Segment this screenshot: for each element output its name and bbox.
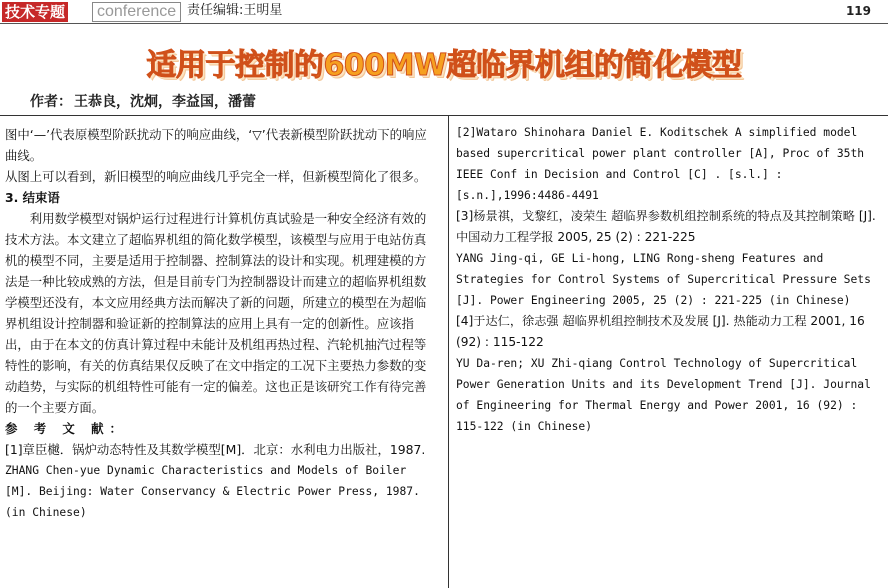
reference-3-en: YANG Jing-qi, GE Li-hong, LING Rong-sheng Features and Strategies for Control Systems of Supercritical Pressure Sets [J]. Power Engineering 2005, 25 (2) : 221-225 (in Chinese) bbox=[456, 252, 871, 307]
left-column bbox=[5, 124, 435, 523]
reference-4-cn: [4]于达仁，徐志强 超临界机组控制技术及发展 [J]. 热能动力工程 2001, 16 (92) : 115-122 bbox=[456, 314, 865, 349]
section-sublabel: conference bbox=[92, 2, 181, 22]
authors-names: 王恭良，沈炯，李益国，潘蕾 bbox=[74, 94, 256, 110]
figure-legend-paragraph: 图中‘—’代表原模型阶跃扰动下的响应曲线，‘▽’代表新模型阶跃扰动下的响应曲线。 bbox=[5, 127, 427, 163]
column-divider bbox=[448, 116, 449, 588]
author-line bbox=[30, 91, 256, 111]
editor-credit: 责任编辑:王明星 bbox=[187, 3, 283, 18]
reference-3-cn: [3]杨景祺，戈黎红，凌荣生 超临界参数机组控制系统的特点及其控制策略 [J]. 中国动力工程学报 2005, 25 (2) : 221-225 bbox=[456, 209, 876, 244]
section-heading: 3. 结束语 bbox=[5, 190, 60, 205]
section-label: 技术专题 bbox=[2, 2, 68, 22]
reference-1-cn: [1]章臣樾．锅炉动态特性及其数学模型[M]．北京：水利电力出版社，1987. bbox=[5, 442, 426, 457]
reference-1-en: ZHANG Chen-yue Dynamic Characteristics and Models of Boiler [M]. Beijing: Water Conservancy & Electric Power Press, 1987. (in Chinese) bbox=[5, 464, 420, 519]
body-divider bbox=[0, 115, 888, 116]
page-number: 119 bbox=[845, 4, 871, 18]
authors-label: 作者： bbox=[30, 94, 72, 110]
conclusion-paragraph: 利用数学模型对锅炉运行过程进行计算机仿真试验是一种安全经济有效的技术方法。本文建立了超临界机组的简化数学模型，该模型与应用于电站仿真机的模型不同，主要是适用于控制器、控制算法的设计和实现。机理建模的方法是一种比较成熟的方法，但是目前专门为控制器设计而建立的超临界机组数学模型还没有，本文应用经典方法而解决了新的问题，所建立的模型在为超临界机组设计控制器和验证新的控制算法的应用上具有一定的创新性。应该指出，由于在本文的仿真计算过程中未能计及机组再热过程、汽轮机抽汽过程等特性的影响，有关的仿真结果仅反映了在文中指定的工况下主要热力参数的变动趋势，与实际的机组特性可能有一定的偏差。这也正是该研究工作有待完善的一个主要方面。 bbox=[5, 211, 427, 415]
article-title: 适用于控制的600MW超临界机组的简化模型 bbox=[146, 48, 742, 83]
reference-2: [2]Wataro Shinohara Daniel E. Koditschek A simplified model based supercritical power plant controller [A], Proc of 35th IEEE Conf in Decision and Control [C] . [s.l.] : [s.n.],1996:4486-4491 bbox=[456, 126, 865, 202]
references-heading: 参 考 文 献： bbox=[5, 421, 128, 436]
right-column bbox=[456, 122, 884, 437]
reference-4-en: YU Da-ren; XU Zhi-qiang Control Technology of Supercritical Power Generation Units and its Development Trend [J]. Journal of Engineering for Thermal Energy and Power 2001, 16 (92) : 115-122 (in Chinese) bbox=[456, 357, 871, 433]
comparison-paragraph: 从图上可以看到，新旧模型的响应曲线几乎完全一样，但新模型简化了很多。 bbox=[5, 169, 427, 184]
page-header bbox=[0, 0, 888, 24]
header-divider bbox=[0, 23, 888, 24]
